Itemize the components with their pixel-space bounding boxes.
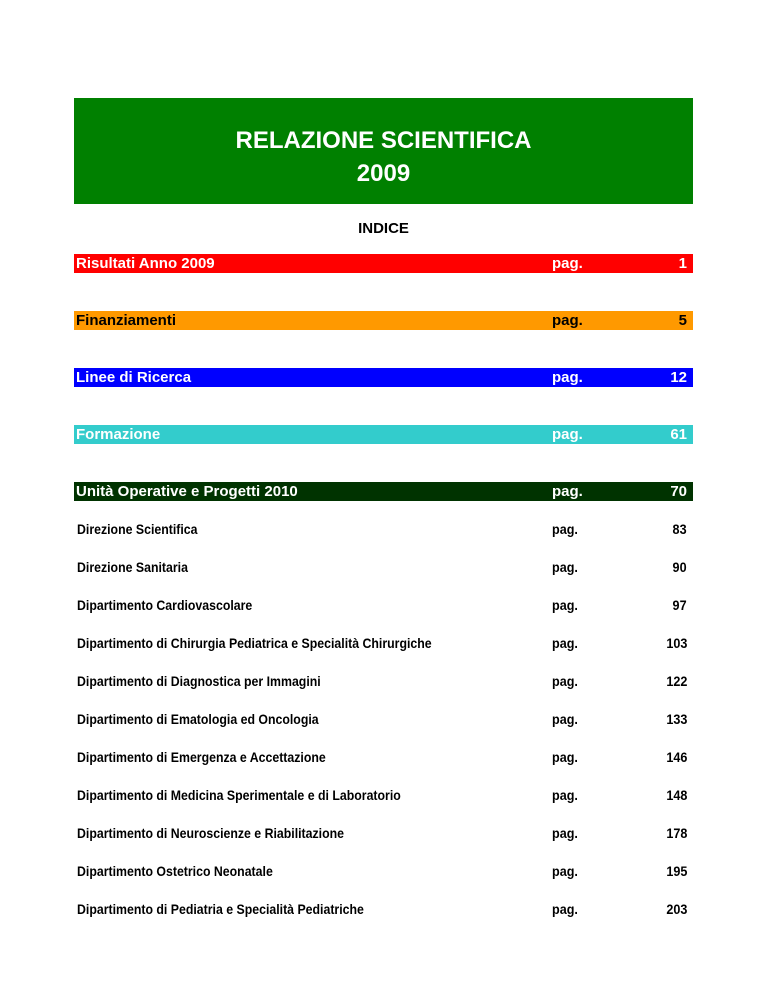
entry-label: Dipartimento di Pediatria e Specialità Pediatriche bbox=[77, 901, 364, 917]
pag-label: pag. bbox=[552, 749, 578, 765]
section-label: Finanziamenti bbox=[76, 312, 177, 329]
page-number: 103 bbox=[665, 635, 687, 651]
page-number: 5 bbox=[678, 312, 687, 329]
pag-label: pag. bbox=[552, 787, 578, 803]
page-number: 146 bbox=[665, 749, 687, 765]
title-banner bbox=[74, 98, 693, 204]
page-number: 195 bbox=[665, 863, 687, 879]
pag-label: pag. bbox=[552, 863, 578, 879]
entry-label: Dipartimento di Ematologia ed Oncologia bbox=[77, 711, 319, 727]
entry-label: Dipartimento di Chirurgia Pediatrica e Specialità Chirurgiche bbox=[77, 635, 432, 651]
section-row[interactable] bbox=[74, 368, 693, 387]
toc-entry[interactable] bbox=[74, 709, 693, 729]
page-number: 90 bbox=[672, 559, 687, 575]
toc-entry[interactable] bbox=[74, 747, 693, 767]
pag-label: pag. bbox=[552, 426, 583, 443]
entry-label: Direzione Scientifica bbox=[77, 521, 198, 537]
toc-entry[interactable] bbox=[74, 823, 693, 843]
section-label: Unità Operative e Progetti 2010 bbox=[76, 483, 298, 500]
section-label: Linee di Ricerca bbox=[76, 369, 192, 386]
pag-label: pag. bbox=[552, 825, 578, 841]
document-title: RELAZIONE SCIENTIFICA bbox=[235, 127, 532, 154]
toc-entry[interactable] bbox=[74, 671, 693, 691]
pag-label: pag. bbox=[552, 255, 583, 272]
page-number: 70 bbox=[670, 483, 687, 500]
page-number: 97 bbox=[672, 597, 687, 613]
page-number: 1 bbox=[678, 255, 687, 272]
toc-entry[interactable] bbox=[74, 557, 693, 577]
document-year: 2009 bbox=[356, 160, 411, 187]
section-row[interactable] bbox=[74, 254, 693, 273]
pag-label: pag. bbox=[552, 369, 583, 386]
toc-entry[interactable] bbox=[74, 595, 693, 615]
entry-label: Dipartimento di Neuroscienze e Riabilitazione bbox=[77, 825, 344, 841]
page-number: 203 bbox=[665, 901, 687, 917]
toc-entry[interactable] bbox=[74, 899, 693, 919]
pag-label: pag. bbox=[552, 901, 578, 917]
page-number: 178 bbox=[665, 825, 687, 841]
section-row[interactable] bbox=[74, 311, 693, 330]
pag-label: pag. bbox=[552, 635, 578, 651]
page-number: 83 bbox=[672, 521, 687, 537]
page-number: 133 bbox=[665, 711, 687, 727]
section-label: Risultati Anno 2009 bbox=[76, 255, 215, 272]
toc-entry[interactable] bbox=[74, 633, 693, 653]
entry-label: Dipartimento di Emergenza e Accettazione bbox=[77, 749, 326, 765]
page-number: 122 bbox=[665, 673, 687, 689]
pag-label: pag. bbox=[552, 483, 583, 500]
entry-label: Dipartimento Ostetrico Neonatale bbox=[77, 863, 273, 879]
pag-label: pag. bbox=[552, 597, 578, 613]
entry-label: Direzione Sanitaria bbox=[77, 559, 188, 575]
toc-entry[interactable] bbox=[74, 785, 693, 805]
pag-label: pag. bbox=[552, 673, 578, 689]
section-row[interactable] bbox=[74, 482, 693, 501]
pag-label: pag. bbox=[552, 521, 578, 537]
index-heading: INDICE bbox=[358, 220, 409, 237]
toc-entry[interactable] bbox=[74, 519, 693, 539]
entry-label: Dipartimento di Medicina Sperimentale e di Laboratorio bbox=[77, 787, 401, 803]
section-row[interactable] bbox=[74, 425, 693, 444]
entry-label: Dipartimento di Diagnostica per Immagini bbox=[77, 673, 321, 689]
pag-label: pag. bbox=[552, 711, 578, 727]
pag-label: pag. bbox=[552, 559, 578, 575]
entry-label: Dipartimento Cardiovascolare bbox=[77, 597, 253, 613]
page-number: 148 bbox=[665, 787, 687, 803]
page-number: 12 bbox=[670, 369, 687, 386]
pag-label: pag. bbox=[552, 312, 583, 329]
page-number: 61 bbox=[670, 426, 687, 443]
section-label: Formazione bbox=[76, 426, 161, 443]
toc-entry[interactable] bbox=[74, 861, 693, 881]
